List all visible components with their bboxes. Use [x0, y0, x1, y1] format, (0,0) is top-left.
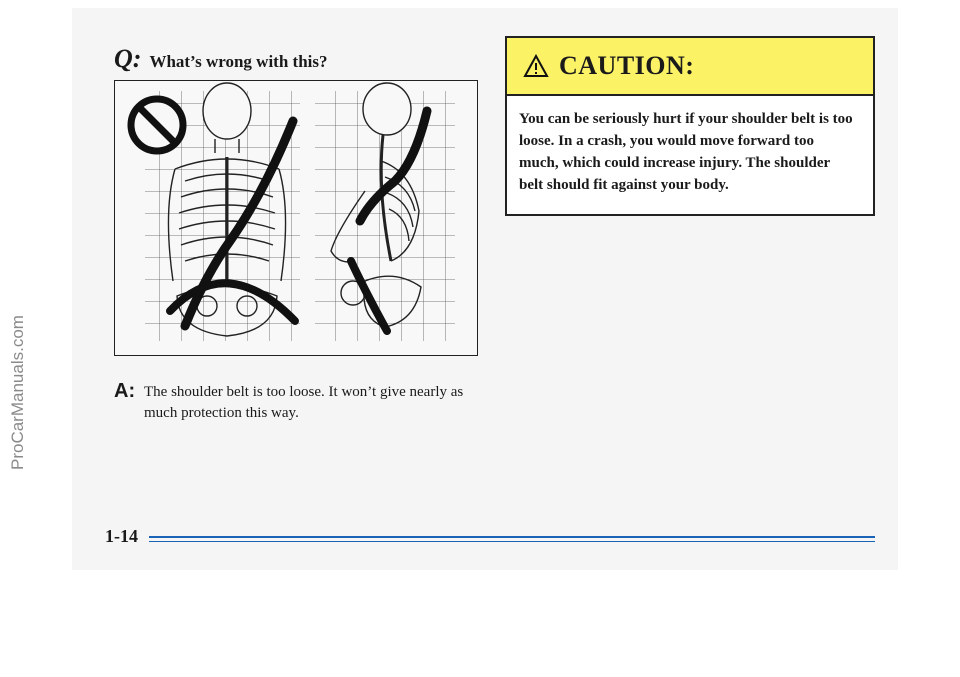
illustration-svg — [115, 81, 477, 355]
caution-header — [507, 38, 873, 96]
footer-rule — [149, 536, 875, 538]
caution-body: You can be seriously hurt if your shoulder belt is too loose. In a crash, you would move forward too much, which could increase injury. The shoulder belt should fit against your body. — [519, 111, 853, 193]
question-mark: Q: — [114, 44, 142, 73]
question-text: What’s wrong with this? — [149, 52, 328, 71]
caution-title: CAUTION: — [559, 51, 695, 80]
seatbelt-illustration — [114, 80, 478, 356]
page-number: 1-14 — [105, 526, 138, 546]
prohibition-icon — [131, 99, 183, 151]
caution-box — [505, 36, 875, 216]
footer-rule-thin — [149, 541, 875, 542]
page-footer — [105, 526, 875, 556]
watermark: ProCarManuals.com — [8, 315, 27, 470]
warning-triangle-icon — [523, 54, 549, 78]
answer-text: The shoulder belt is too loose. It won’t give nearly as much protection this way. — [144, 384, 464, 421]
question-line — [114, 44, 328, 74]
answer-mark: A: — [114, 380, 136, 402]
answer-block — [114, 382, 484, 424]
